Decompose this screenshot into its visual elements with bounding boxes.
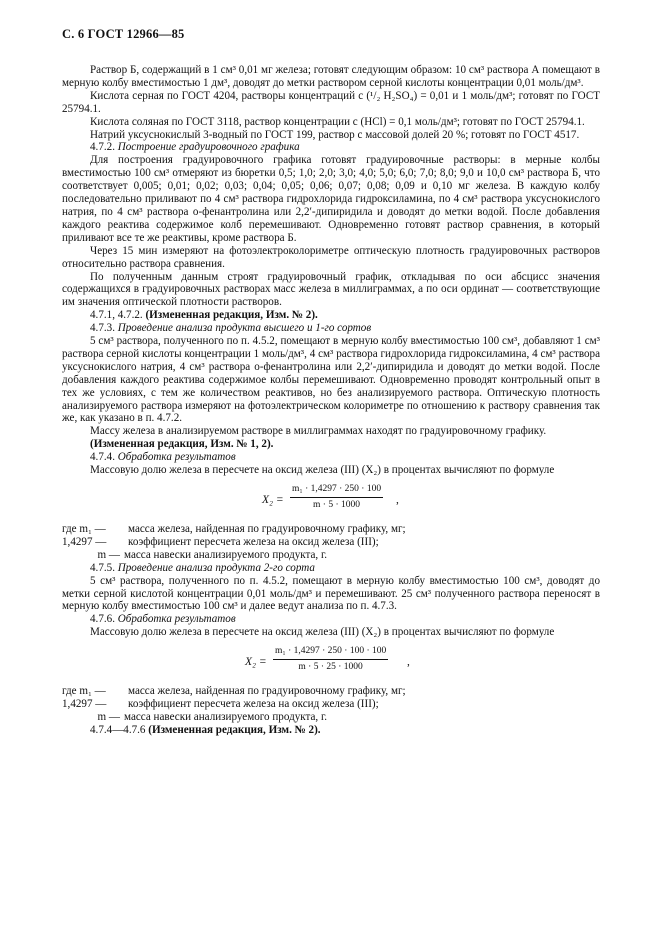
paragraph-analysis-procedure: 5 см³ раствора, полученного по п. 4.5.2, помещают в мерную колбу вместимостью 100 см³, добавляют 1 см³ раствора серной кислоты концентрации 1 моль/дм³, 4 см³ раствора гидрохлорида гидроксиламина, 4 см³ раствора уксуснокислого натрия, 4 см³ раствора о-фенантролина или 2,2′-дипиридила и доводят до метки водой. После добавления каждого реактива содержимое колбы перемешивают. Одновременно проводят контрольный опыт в тех же условиях, с тем же количеством реактивов, но без анализируемого раствора. Оптическую плотность анализируемого раствора измеряют на фотоэлектрическом колориметре по отношению к раствору сравнения так же, как указано в п. 4.7.2.: [62, 335, 600, 425]
where-term: где m₁ —: [62, 685, 106, 698]
section-number: 4.7.6.: [90, 613, 115, 626]
section-4-7-5-heading: [62, 562, 600, 575]
section-number: 4.7.4.: [90, 451, 115, 464]
where-desc: коэффициент пересчета железа на оксид железа (III);: [128, 535, 379, 548]
section-title: Обработка результатов: [117, 613, 236, 626]
where-term: m —: [97, 548, 120, 561]
formula-comma: ,: [396, 494, 399, 506]
formula-numerator: m₁ · 1,4297 · 250 · 100: [290, 483, 383, 498]
section-4-7-6-heading: [62, 613, 600, 626]
section-number: 4.7.2.: [90, 141, 115, 154]
page-header: С. 6 ГОСТ 12966—85: [62, 27, 185, 41]
paragraph-optical-density: Через 15 мин измеряют на фотоэлектроколориметре оптическую плотность градуировочных растворов относительно раствора сравнения.: [62, 244, 600, 270]
section-title: Проведение анализа продукта высшего и 1-го сортов: [117, 322, 372, 335]
where-desc: масса навески анализируемого продукта, г.: [124, 548, 328, 561]
paragraph-iron-mass: Массу железа в анализируемом растворе в миллиграммах находят по градуировочному графику.: [90, 425, 547, 438]
where-term: 1,4297 —: [62, 698, 107, 711]
amendment-note: [62, 309, 600, 322]
formula-fraction: [290, 483, 383, 512]
where-desc: коэффициент пересчета железа на оксид железа (III);: [128, 698, 379, 711]
formula-fraction: [273, 645, 388, 674]
formula-lhs: X₂ =: [245, 656, 267, 669]
where-row: [62, 536, 600, 549]
paragraph-sulfuric-acid: Кислота серная по ГОСТ 4204, растворы концентраций с (¹/₂ H₂SO₄) = 0,01 и 1 моль/дм³; готовят по ГОСТ 25794.1.: [62, 89, 600, 115]
paragraph-formula-intro: Массовую долю железа в пересчете на оксид железа (III) (X₂) в процентах вычисляют по формуле: [90, 464, 555, 477]
where-desc: масса железа, найденная по градуировочному графику, мг;: [128, 685, 406, 698]
where-row: [62, 711, 600, 724]
section-4-7-4-heading: [62, 451, 600, 464]
where-row: [62, 698, 600, 711]
section-number: 4.7.3.: [90, 322, 115, 335]
where-term: где m₁ —: [62, 523, 106, 535]
section-title: Построение градуировочного графика: [117, 141, 300, 154]
section-number: 4.7.5.: [90, 561, 115, 574]
amendment-note: [62, 724, 600, 737]
where-desc: масса навески анализируемого продукта, г.: [124, 710, 328, 723]
paragraph-hydrochloric-acid: Кислота соляная по ГОСТ 3118, раствор концентрации с (HCl) = 0,1 моль/дм³; готовят по ГОСТ 25794.1.: [90, 115, 585, 128]
amendment-text: (Измененная редакция, Изм. № 2).: [148, 723, 321, 736]
formula-1: [62, 481, 600, 521]
where-list-1: [62, 523, 600, 562]
paragraph-calibration-graph: По полученным данным строят градуировочный график, откладывая по оси абсцисс значения содержащихся в градуировочных растворах масс железа в миллиграммах, а по оси ординат — соответствующие им значения оптической плотности растворов.: [62, 270, 600, 309]
document-body: [62, 64, 600, 737]
amendment-sections: 4.7.1, 4.7.2.: [90, 309, 143, 322]
amendment-note: (Измененная редакция, Изм. № 1, 2).: [90, 438, 274, 451]
amendment-sections: 4.7.4—4.7.6: [90, 723, 146, 736]
paragraph-formula-intro: Массовую долю железа в пересчете на оксид железа (III) (X₂) в процентах вычисляют по формуле: [90, 626, 555, 639]
formula-denominator: m · 5 · 25 · 1000: [298, 662, 363, 673]
formula-comma: ,: [407, 656, 410, 669]
section-title: Проведение анализа продукта 2-го сорта: [117, 561, 315, 574]
where-term: 1,4297 —: [62, 535, 107, 548]
formula-lhs: X₂ =: [262, 494, 284, 506]
paragraph-grade-2-analysis: 5 см³ раствора, полученного по п. 4.5.2, помещают в мерную колбу вместимостью 100 см³, доводят до метки серной кислотой концентрации 0,01 моль/дм³ и перемешивают. 25 см³ полученного раствора переносят в мерную колбу вместимостью 100 см³ и далее ведут анализа по п. 4.7.3.: [62, 574, 600, 613]
section-4-7-2-heading: [62, 141, 600, 154]
section-title: Обработка результатов: [117, 451, 236, 464]
paragraph-solution-b: Раствор Б, содержащий в 1 см³ 0,01 мг железа; готовят следующим образом: 10 см³ раствора А помещают в мерную колбу вместимостью 1 дм³, доводят до метки раствором серной кислоты концентрации 0,01 моль/дм³.: [62, 64, 600, 89]
formula-denominator: m · 5 · 1000: [313, 499, 361, 510]
where-desc: масса железа, найденная по градуировочному графику, мг;: [128, 523, 406, 535]
paragraph-sodium-acetate: Натрий уксуснокислый 3-водный по ГОСТ 199, раствор с массовой долей 20 %; готовят по ГОСТ 4517.: [90, 128, 580, 141]
section-4-7-3-heading: [62, 322, 600, 335]
where-row: [62, 685, 600, 698]
formula-2: [62, 643, 600, 683]
amendment-text: (Измененная редакция, Изм. № 2).: [145, 309, 318, 322]
formula-numerator: m₁ · 1,4297 · 250 · 100 · 100: [273, 645, 388, 660]
where-row: [62, 523, 600, 536]
where-row: [62, 549, 600, 562]
where-list-2: [62, 685, 600, 724]
where-term: m —: [97, 710, 120, 723]
paragraph-calibration-solutions: Для построения градуировочного графика готовят градуировочные растворы: в мерные колбы вместимостью 100 см³ отмеряют из бюретки 0,5; 1,0; 2,0; 3,0; 4,0; 5,0; 6,0; 7,0; 8,0; 9,0 и 10,0 см³ раствора Б, что соответствует 0,005; 0,01; 0,02; 0,03; 0,04; 0,05; 0,06; 0,07; 0,08; 0,09 и 0,10 мг железа. В каждую колбу последовательно приливают по 4 см³ раствора гидрохлорида гидроксиламина, по 4 см³ раствора уксуснокислого натрия, по 4 см³ раствора о-фенантролина или 2,2′-дипиридила и доводят до метки водой. После добавления каждого реактива содержимое колб перемешивают. Одновременно готовят раствор сравнения, в который приливают все те же реактивы, кроме раствора Б.: [62, 154, 600, 244]
